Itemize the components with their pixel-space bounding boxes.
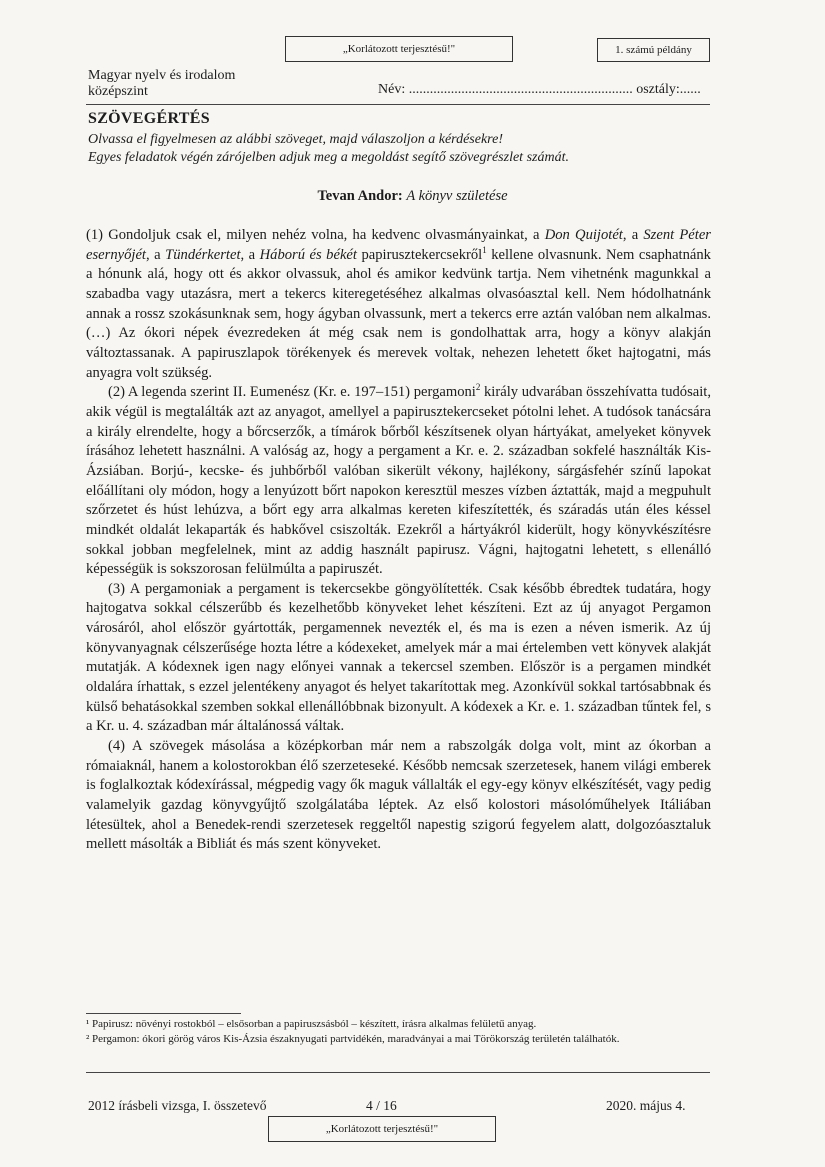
footnote-divider [86,1013,241,1014]
article-title-text: A könyv születése [406,188,508,204]
paragraph-2: (2) A legenda szerint II. Eumenész (Kr. e. 197–151) pergamoni$^2$ király udvarában összehívatta tudósait, akik végül is megtalálták azt az anyagot, amellyel a papirusztekercseket pótolni lehet. A tudósok tanácsára a király elrendelte, hogy a bőrcserzők, a tímárok bőrből készítsenek olyan hártyákat, amelyeket könyvek írásához lehetett használni. A valóság az, hogy a pergament a Kr. e. 2. században sokfelé használták Kis-Ázsiában. Borjú-, kecske- és juhbőrből valóban sikerült vékony, hajlékony, sárgásfehér színű lapokat előállítani oly módon, hogy a lenyúzott bőrt napokon keresztül meszes vízben áztatták, majd a megpuhult szőrzetet és húst lehúzva, a bőrt egy arra alkalmas kereten kifeszítették, és száradás után éles késsel mindkét oldalát lekaparták és habkővel csiszolták. Ezekről a hártyákról kiderült, hogy könyvkészítésre sokkal jobban megfelelnek, mint az addig használt papirusz. Vágni, hajtogatni lehetett, s ellenálló képességük is sokszorosan felülmúlta a papiruszét. [86,382,711,578]
restricted-distribution-box-footer [268,1116,496,1142]
paragraph-3: (3) A pergamoniak a pergament is tekercsekbe göngyölítették. Csak később ébredtek tudatára, hogy hajtogatva sokkal célszerűbb és kezelhetőbb könyveket lehet készíteni. Ezt az új anyagot Pergamon városáról, ahol először gyártották, pergamennek nevezték el, és ma is ezen a néven ismerik. Az új könyvanyagnak célszerűsége hozta létre a kódexeket, amelyek már a mai értelemben vett könyvek alakját mutatják. A kódexnek igen nagy előnyei vannak a tekercsel szemben. Először is a pergamen mindkét oldalára írhattak, s ezzel jelentékeny anyagot és helyet takarítottak meg. Azonkívül sokkal tartósabbnak és külső behatásokkal szemben sokkal ellenállóbbnak bizonyult. A kódexek a Kr. e. 1. században tűntek fel, s a Kr. u. 4. században már általánossá váltak. [86,580,711,735]
restricted-label: „Korlátozott terjesztésű!" [342,43,456,55]
article-author: Tevan Andor: [317,188,403,204]
name-class-field: Név: ................................................................ osztály:...... [378,82,701,97]
copy-number-box [597,38,710,62]
restricted-distribution-box [285,36,513,62]
footnote-2: ² Pergamon: ókori görög város Kis-Ázsia északnyugati partvidékén, maradványai a mai Törökország területén találhatók. [86,1032,620,1045]
article-body [86,226,711,855]
exam-info: 2012 írásbeli vizsga, I. összetevő [88,1098,267,1113]
header-divider [86,104,710,105]
footnote-1: ¹ Papirusz: növényi rostokból – elsősorban a papiruszsásból – készített, írásra alkalmas felületű anyag. [86,1018,537,1030]
article-title [0,188,825,205]
exam-date: 2020. május 4. [606,1098,686,1113]
page-number: 4 / 16 [366,1098,397,1113]
footnotes [86,1018,711,1047]
instruction-line-1: Olvassa el figyelmesen az alábbi szöveget, majd válaszoljon a kérdésekre! [88,132,503,147]
subject-heading [88,68,235,100]
instruction-line-2: Egyes feladatok végén zárójelben adjuk meg a megoldást segítő szövegrészlet számát. [88,150,569,165]
copy-number-label: 1. számú példány [615,44,692,56]
subject-level: középszint [88,84,148,99]
restricted-label-footer: „Korlátozott terjesztésű!" [325,1123,439,1135]
footer-divider [86,1072,710,1073]
footnote-ref-2: 2 [475,382,481,393]
paragraph-1: (1) Gondoljuk csak el, milyen nehéz volna, ha kedvenc olvasmányainkat, a Don Quijotét, a Szent Péter esernyőjét, a Tündérkertet, a Háború és békét papirusztekercsekről$^1$ kellene olvasnunk. Nem csaphatnánk a hónunk alá, hogy ott és akkor olvassuk, ahol és amikor kedvünk tartja. Nem vihetnénk magunkkal a szabadba vagy utazásra, mert a tekercs kiteregetéséhez alkalmas olvasóasztal kell. Nem hódolhatnánk annak a rossz szokásunknak sem, hogy ágyban olvassunk, mert a tekercs erre aztán valóban nem alkalmas. (…) Az ókori népek évezredeken át még csak nem is gondolhattak arra, hogy a könyv alakján változtassanak. A papiruszlapok törékenyek és merevek voltak, nehezen lehetett őket hajtogatni, más anyagra volt szükség. [86,227,711,381]
footnote-ref-1: 1 [482,244,487,255]
paragraph-4: (4) A szövegek másolása a középkorban már nem a rabszolgák dolga volt, mint az ókorban a rómaiaknál, hanem a kolostorokban élő szerzeteseké. Később nemcsak szerzetesek, hanem világi emberek is foglalkoztak kódexírással, mégpedig vagy ők maguk vállalták el egy-egy könyv elkészítését, vagy pedig valamelyik gazdag könyvgyűjtő szolgálatába léptek. Az első kolostori másolóműhelyek Itáliában létesültek, ahol a Benedek-rendi szerzetesek reggeltől napestig szigorú fegyelem alatt, dolgozóasztaluk mellett másolták a Bibliát és más szent könyveket. [86,738,711,853]
subject-name: Magyar nyelv és irodalom [88,68,236,83]
section-title: SZÖVEGÉRTÉS [88,110,210,127]
